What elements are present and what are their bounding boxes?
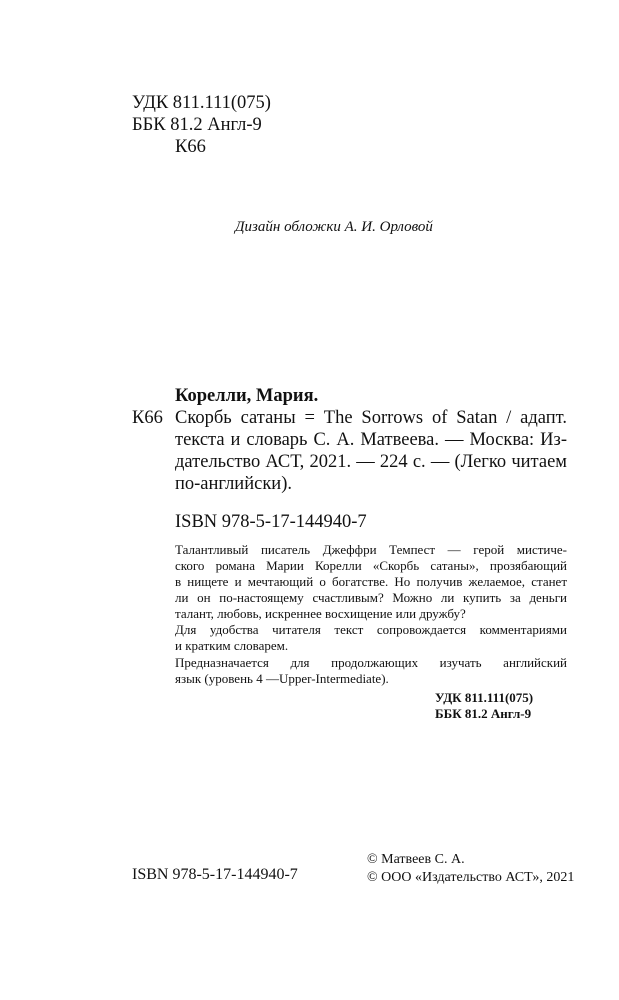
footer-isbn: ISBN 978-5-17-144940-7 <box>132 866 298 883</box>
copyright-author: © Матвеев С. А. <box>367 852 465 867</box>
annotation-line: язык (уровень 4 —Upper-Intermediate). <box>175 671 389 686</box>
catalog-line-4: по-английски). <box>175 474 292 494</box>
annotation-line: талант, любовь, искреннее восхищение или дружбу? <box>175 606 466 621</box>
catalog-isbn: ISBN 978-5-17-144940-7 <box>175 512 367 532</box>
annotation-line: Предназначается для продолжающих изучать английский <box>175 655 567 670</box>
copyright-publisher: © ООО «Издательство АСТ», 2021 <box>367 870 575 885</box>
bbk-bold: ББК 81.2 Англ-9 <box>435 706 532 721</box>
udk-code: УДК 811.111(075) <box>132 93 271 113</box>
annotation-line: в нищете и мечтающий о богатстве. Но получив желаемое, станет <box>175 574 567 589</box>
catalog-author: Корелли, Мария. <box>175 386 319 406</box>
catalog-mark: К66 <box>132 408 163 428</box>
catalog-line-2: текста и словарь С. А. Матвеева. — Москва: Из- <box>175 430 567 450</box>
catalog-line-1: Скорбь сатаны = The Sorrows of Satan / адапт. <box>175 408 567 428</box>
author-mark: К66 <box>175 137 206 157</box>
annotation-line: ли он по-настоящему счастливым? Можно ли купить за деньги <box>175 590 567 605</box>
bbk-code: ББК 81.2 Англ-9 <box>132 115 262 135</box>
annotation-line: Для удобства читателя текст сопровождается комментариями <box>175 622 567 637</box>
annotation-line: ского романа Марии Корелли «Скорбь сатаны», прозябающий <box>175 558 567 573</box>
udk-bold: УДК 811.111(075) <box>435 690 534 705</box>
catalog-line-3: дательство АСТ, 2021. — 224 с. — (Легко читаем <box>175 452 567 472</box>
cover-design-credit: Дизайн обложки А. И. Орловой <box>235 219 433 235</box>
annotation-line: и кратким словарем. <box>175 638 289 653</box>
annotation-line: Талантливый писатель Джеффри Темпест — герой мистиче- <box>175 542 567 557</box>
